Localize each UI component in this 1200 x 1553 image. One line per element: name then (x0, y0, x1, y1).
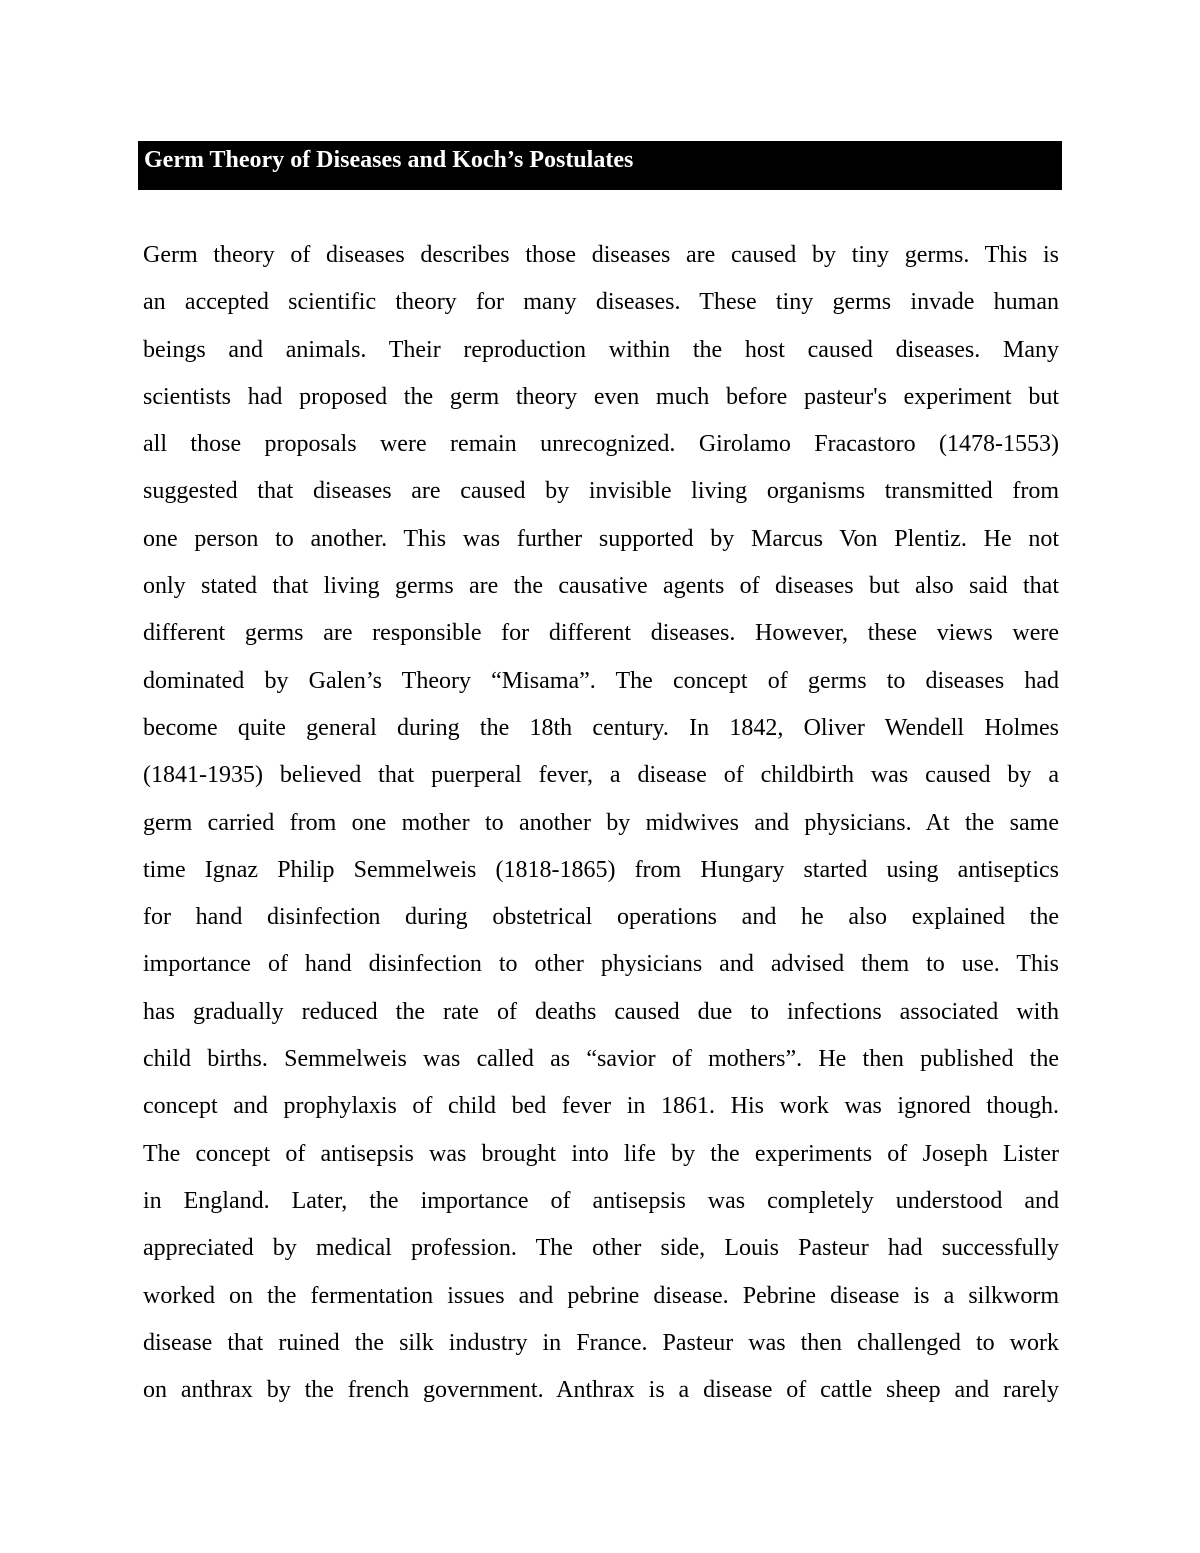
paragraph-line: worked on the fermentation issues and pebrine disease. Pebrine disease is a silkworm (143, 1282, 1059, 1309)
paragraph-line: Germ theory of diseases describes those diseases are caused by tiny germs. This is (143, 242, 1059, 268)
paragraph-line: scientists had proposed the germ theory even much before pasteur's experiment but (143, 383, 1059, 410)
paragraph-line: all those proposals were remain unrecognized. Girolamo Fracastoro (1478-1553) (143, 431, 1059, 458)
title-bar (138, 141, 1062, 190)
paragraph-line: only stated that living germs are the causative agents of diseases but also said that (143, 573, 1059, 600)
paragraph-line: different germs are responsible for different diseases. However, these views were (143, 620, 1059, 647)
body-text (143, 237, 1059, 1419)
document-title: Germ Theory of Diseases and Koch’s Postulates (144, 147, 634, 173)
paragraph-line: appreciated by medical profession. The other side, Louis Pasteur had successfully (143, 1235, 1059, 1262)
paragraph-line: time Ignaz Philip Semmelweis (1818-1865) from Hungary started using antiseptics (143, 856, 1059, 883)
paragraph-line: The concept of antisepsis was brought into life by the experiments of Joseph Lister (143, 1140, 1059, 1167)
paragraph-line: one person to another. This was further supported by Marcus Von Plentiz. He not (143, 525, 1059, 552)
paragraph-line: dominated by Galen’s Theory “Misama”. The concept of germs to diseases had (143, 667, 1059, 694)
paragraph-line: for hand disinfection during obstetrical operations and he also explained the (143, 904, 1059, 931)
paragraph-line: concept and prophylaxis of child bed fever in 1861. His work was ignored though. (143, 1093, 1059, 1120)
paragraph-line: become quite general during the 18th century. In 1842, Oliver Wendell Holmes (143, 714, 1059, 741)
paragraph-line: in England. Later, the importance of antisepsis was completely understood and (143, 1187, 1059, 1214)
paragraph-line: beings and animals. Their reproduction within the host caused diseases. Many (143, 336, 1059, 363)
paragraph-line: suggested that diseases are caused by invisible living organisms transmitted from (143, 478, 1059, 505)
paragraph-line: (1841-1935) believed that puerperal fever, a disease of childbirth was caused by a (143, 762, 1059, 789)
paragraph-line: disease that ruined the silk industry in France. Pasteur was then challenged to work (143, 1329, 1059, 1356)
paragraph-line: has gradually reduced the rate of deaths caused due to infections associated with (143, 998, 1059, 1025)
paragraph-line: on anthrax by the french government. Anthrax is a disease of cattle sheep and rarely (143, 1377, 1059, 1404)
paragraph-line: child births. Semmelweis was called as “savior of mothers”. He then published the (143, 1046, 1059, 1073)
paragraph-line: importance of hand disinfection to other physicians and advised them to use. This (143, 951, 1059, 978)
paragraph-line: germ carried from one mother to another by midwives and physicians. At the same (143, 809, 1059, 836)
paragraph-line: an accepted scientific theory for many diseases. These tiny germs invade human (143, 289, 1059, 316)
